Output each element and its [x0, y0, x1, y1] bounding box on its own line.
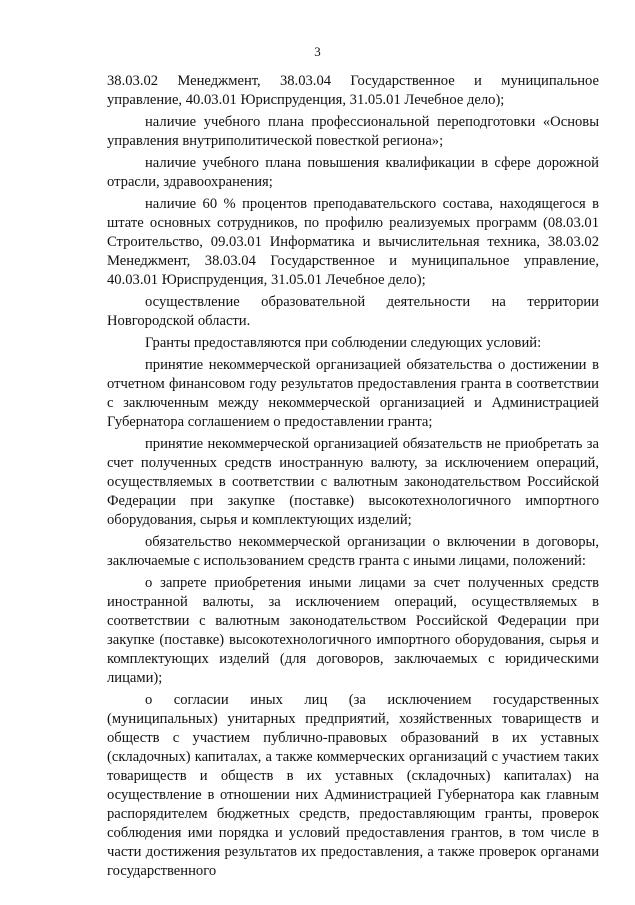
page-number: 3 [314, 44, 321, 59]
paragraph-grant-conditions-intro: Гранты предоставляются при соблюдении следующих условий: [145, 335, 542, 351]
paragraph-currency-obligation: принятие некоммерческой организацией обязательств не приобретать за счет полученных средств иностранную валюту, за исключением операций, осуществляемых в соответствии с валютным законодательством Российской Федерации при закупке (поставке) высокотехнологичного импортного оборудования, сырья и комплектующих изделий; [107, 436, 599, 528]
paragraph-contract-provisions: обязательство некоммерческой организации о включении в договоры, заключаемые с использованием средств гранта с иными лицами, положений: [107, 534, 599, 569]
paragraph-qualification-plan: наличие учебного плана повышения квалификации в сфере дорожной отрасли, здравоохранения; [107, 155, 599, 190]
paragraph-results-obligation: принятие некоммерческой организацией обязательства о достижении в отчетном финансовом году результатов предоставления гранта в соответствии с заключенным между некоммерческой организацией и Администрацией Губернатора соглашением о предоставлении гранта; [107, 357, 599, 430]
paragraph-currency-ban: о запрете приобретения иными лицами за счет полученных средств иностранной валюты, за исключением операций, осуществляемых в соответствии с валютным законодательством Российской Федерации при закупке (поставке) высокотехнологичного импортного оборудования, сырья и комплектующих изделий (для договоров, заключаемых с юридическими лицами); [107, 575, 599, 686]
paragraph-1-continuation: 38.03.02 Менеджмент, 38.03.04 Государственное и муниципальное управление, 40.03.01 Юриспруденция, 31.05.01 Лечебное дело); [107, 73, 599, 108]
paragraph-teaching-staff: наличие 60 % процентов преподавательского состава, находящегося в штате основных сотрудников, по профилю реализуемых программ (08.03.01 Строительство, 09.03.01 Информатика и вычислительная техника, 38.03.02 Менеджмент, 38.03.04 Государственное и муниципальное управление, 40.03.01 Юриспруденция, 31.05.01 Лечебное дело); [107, 196, 599, 288]
paragraph-retraining-plan: наличие учебного плана профессиональной переподготовки «Основы управления внутриполитической повесткой региона»; [107, 114, 599, 149]
paragraph-educational-activity: осуществление образовательной деятельности на территории Новгородской области. [107, 294, 599, 329]
paragraph-inspection-consent: о согласии иных лиц (за исключением государственных (муниципальных) унитарных предприятий, хозяйственных товариществ и обществ с участием публично-правовых образований в их уставных (складочных) капиталах, а также коммерческих организаций с участием таких товариществ и обществ в их уставных (складочных) капиталах) на осуществление в отношении них Администрацией Губернатора как главным распорядителем бюджетных средств, предоставляющим гранты, проверок соблюдения ими порядка и условий предоставления грантов, в том числе в части достижения результатов их предоставления, а также проверок органами государственного [107, 692, 599, 879]
document-body [107, 72, 599, 884]
